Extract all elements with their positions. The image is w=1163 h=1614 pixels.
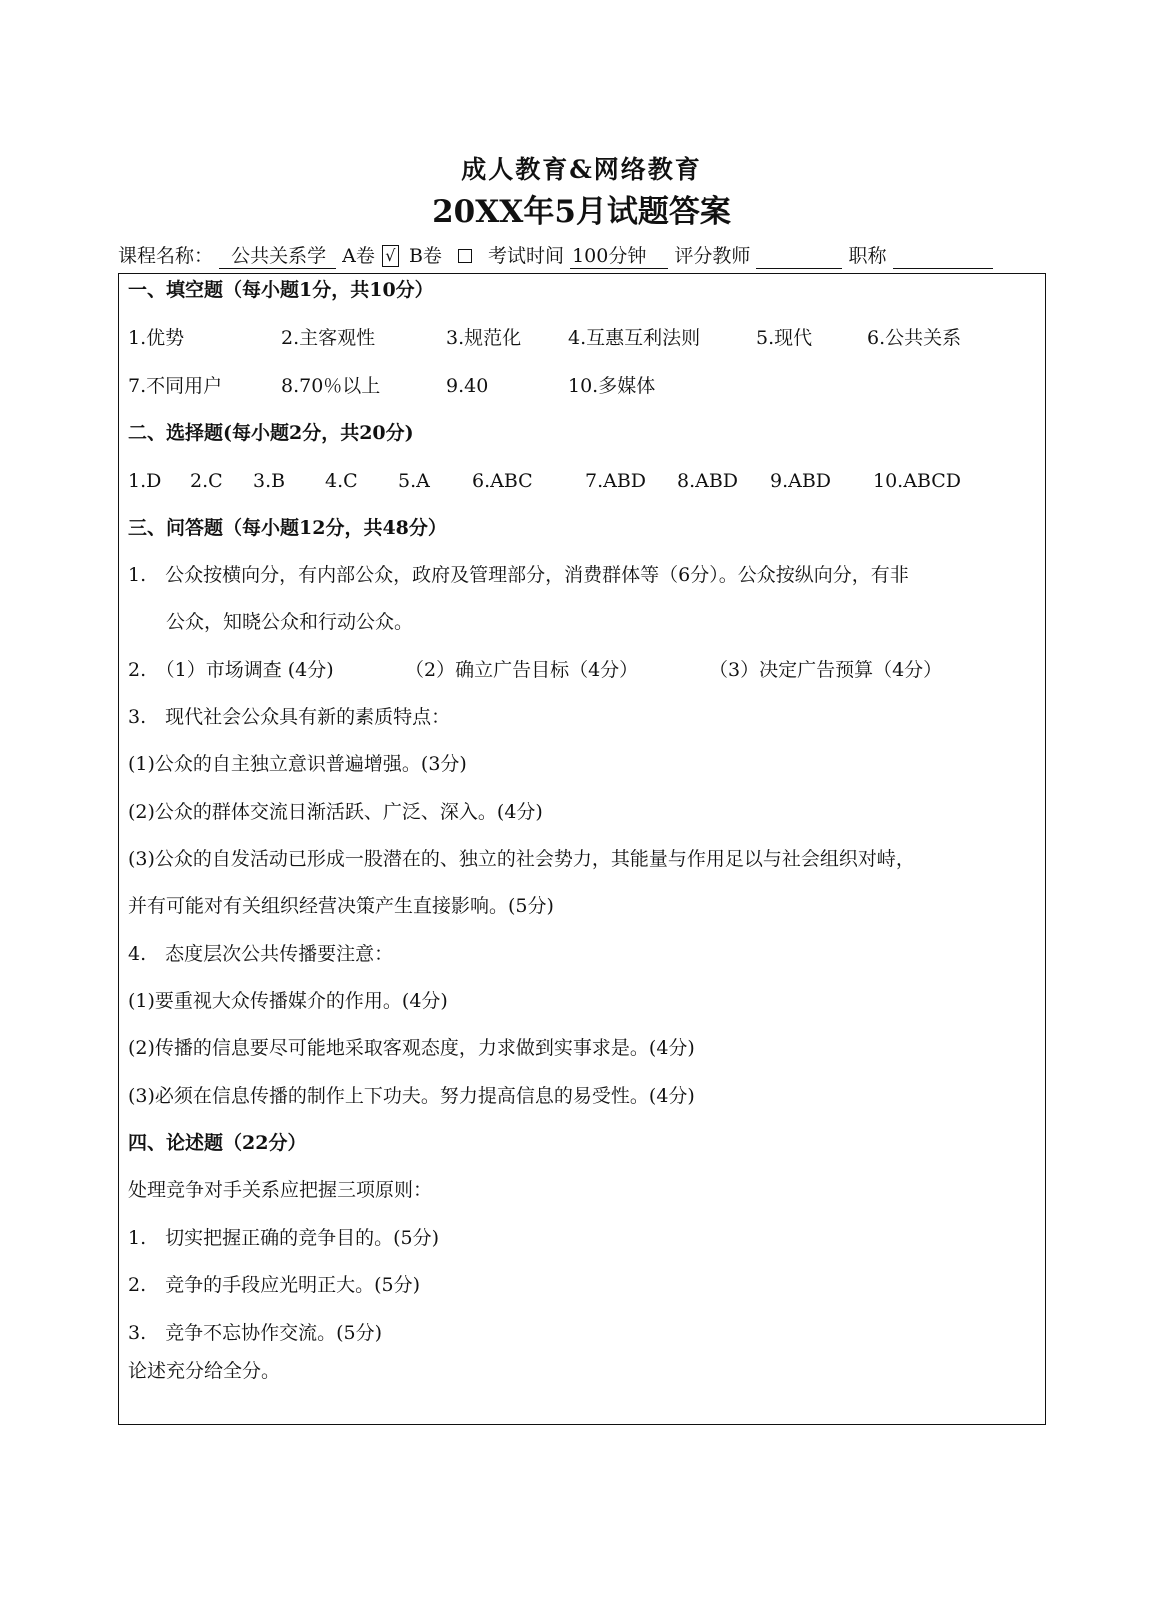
choice-answer-4: 4.C bbox=[325, 470, 358, 492]
document-subtitle: 20XX年5月试题答案 bbox=[432, 194, 731, 230]
choice-answer-10: 10.ABCD bbox=[873, 470, 962, 492]
exam-info-line bbox=[118, 240, 1048, 270]
qa-line: (3)必须在信息传播的制作上下功夫。努力提高信息的易受性。(4分) bbox=[128, 1085, 695, 1107]
essay-line: 论述充分给全分。 bbox=[128, 1360, 281, 1382]
qa-line: 2. （1）市场调查 (4分) bbox=[128, 659, 334, 681]
course-label: 课程名称： bbox=[118, 245, 214, 267]
exam-time-value: 100分钟 bbox=[570, 244, 668, 269]
fill-answer-9: 9.40 bbox=[446, 375, 489, 397]
paper-a-label: A卷 bbox=[342, 245, 375, 267]
fill-answer-3: 3.规范化 bbox=[446, 327, 522, 349]
qa-line: （2）确立广告目标（4分） bbox=[405, 659, 639, 681]
document-title: 成人教育&网络教育 bbox=[461, 155, 702, 184]
fill-answer-4: 4.互惠互利法则 bbox=[568, 327, 701, 349]
qa-line: 1. 公众按横向分，有内部公众，政府及管理部分，消费群体等（6分）。公众按纵向分，有非 bbox=[128, 564, 909, 586]
qa-line: 4. 态度层次公共传播要注意： bbox=[128, 943, 394, 965]
section-choice-heading: 二、选择题(每小题2分，共20分) bbox=[128, 422, 414, 444]
paper-b-checkbox bbox=[458, 249, 472, 263]
qa-line: 公众，知晓公众和行动公众。 bbox=[166, 611, 414, 633]
course-name-value: 公共关系学 bbox=[219, 244, 336, 269]
qa-line: (3)公众的自发活动已形成一股潜在的、独立的社会势力，其能量与作用足以与社会组织对峙， bbox=[128, 848, 915, 870]
choice-answer-1: 1.D bbox=[128, 470, 162, 492]
choice-answer-3: 3.B bbox=[253, 470, 286, 492]
qa-line: (2)传播的信息要尽可能地采取客观态度，力求做到实事求是。(4分) bbox=[128, 1037, 695, 1059]
grading-teacher-blank bbox=[756, 244, 842, 269]
fill-answer-2: 2.主客观性 bbox=[281, 327, 376, 349]
qa-line: (1)要重视大众传播媒介的作用。(4分) bbox=[128, 990, 448, 1012]
fill-answer-10: 10.多媒体 bbox=[568, 375, 656, 397]
choice-answer-2: 2.C bbox=[190, 470, 223, 492]
section-fill-blank-heading: 一、填空题（每小题1分，共10分） bbox=[128, 279, 434, 301]
qa-line: 并有可能对有关组织经营决策产生直接影响。(5分) bbox=[128, 895, 554, 917]
essay-line: 1. 切实把握正确的竞争目的。(5分) bbox=[128, 1227, 440, 1249]
fill-answer-7: 7.不同用户 bbox=[128, 375, 223, 397]
choice-answer-8: 8.ABD bbox=[677, 470, 739, 492]
fill-answer-5: 5.现代 bbox=[756, 327, 813, 349]
essay-line: 2. 竞争的手段应光明正大。(5分) bbox=[128, 1274, 421, 1296]
paper-a-checkbox: √ bbox=[382, 245, 399, 267]
section-qa-heading: 三、问答题（每小题12分，共48分） bbox=[128, 517, 447, 539]
job-title-label: 职称 bbox=[848, 245, 887, 267]
job-title-blank bbox=[893, 244, 993, 269]
answer-box bbox=[118, 273, 1046, 1425]
qa-line: （3）决定广告预算（4分） bbox=[709, 659, 943, 681]
choice-answer-6: 6.ABC bbox=[472, 470, 533, 492]
qa-line: (1)公众的自主独立意识普遍增强。(3分) bbox=[128, 753, 467, 775]
exam-time-label: 考试时间 bbox=[488, 245, 565, 267]
qa-line: 3. 现代社会公众具有新的素质特点： bbox=[128, 706, 451, 728]
essay-line: 处理竞争对手关系应把握三项原则： bbox=[128, 1179, 433, 1201]
paper-b-label: B卷 bbox=[408, 245, 442, 267]
grading-teacher-label: 评分教师 bbox=[674, 245, 751, 267]
fill-answer-1: 1.优势 bbox=[128, 327, 185, 349]
fill-answer-8: 8.70％以上 bbox=[281, 375, 381, 397]
choice-answer-5: 5.A bbox=[398, 470, 430, 492]
qa-line: (2)公众的群体交流日渐活跃、广泛、深入。(4分) bbox=[128, 801, 543, 823]
choice-answer-7: 7.ABD bbox=[585, 470, 647, 492]
fill-answer-6: 6.公共关系 bbox=[867, 327, 962, 349]
section-essay-heading: 四、论述题（22分） bbox=[128, 1132, 307, 1154]
choice-answer-9: 9.ABD bbox=[770, 470, 832, 492]
essay-line: 3. 竞争不忘协作交流。(5分) bbox=[128, 1322, 383, 1344]
